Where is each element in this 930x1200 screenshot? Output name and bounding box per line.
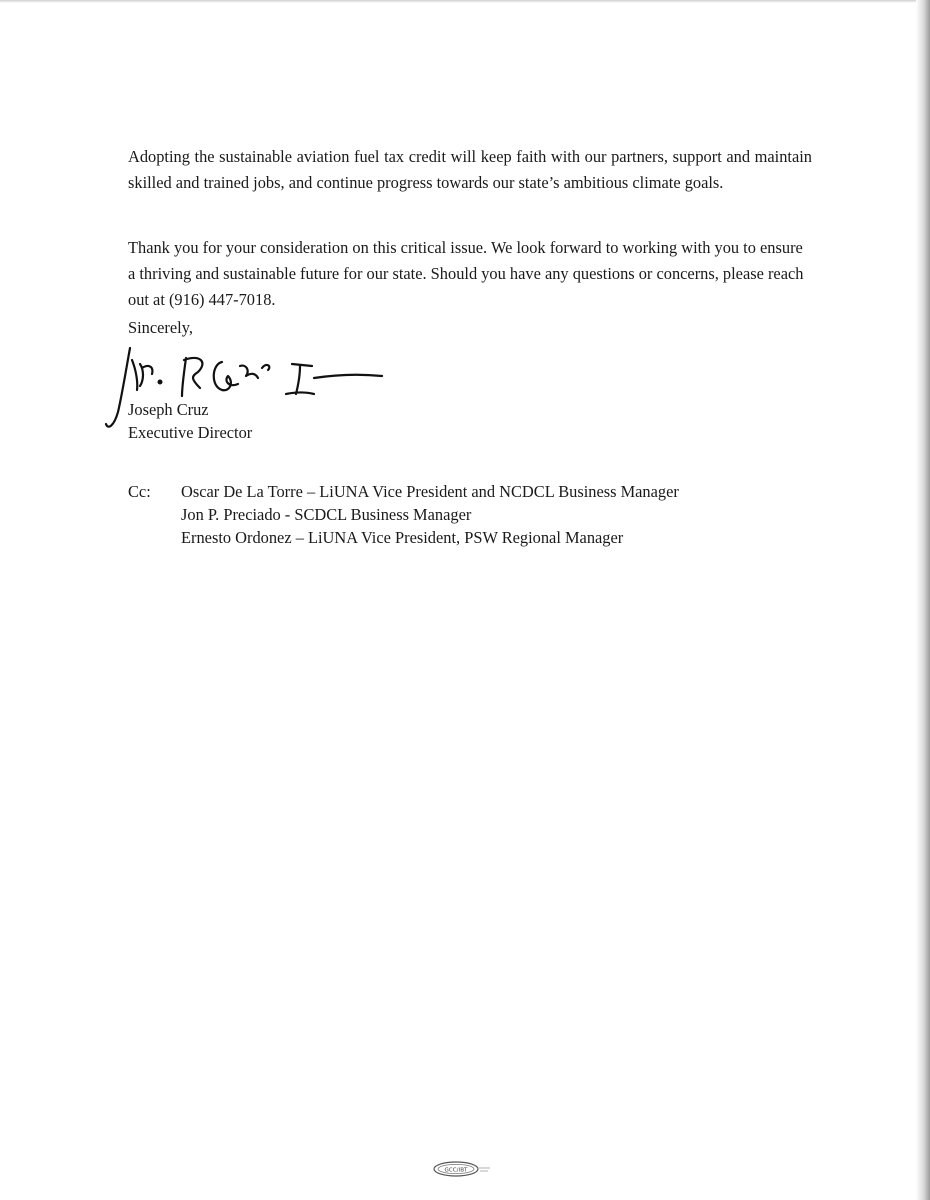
union-bug-text: GCC/IBT — [444, 1167, 468, 1174]
body-paragraph-2: Thank you for your consideration on this critical issue. We look forward to working with you to ensure a thriving and sustainable future for our state. Should you have any questions or concerns, please reach out at (916) 447-7018. — [128, 238, 804, 309]
union-bug-logo — [432, 1160, 494, 1178]
cc-recipient-list — [181, 480, 679, 549]
signer-name: Joseph Cruz — [128, 400, 209, 419]
body-paragraph-1: Adopting the sustainable aviation fuel tax credit will keep faith with our partners, support and maintain skilled and trained jobs, and continue progress towards our state’s ambitious climate goals. — [128, 147, 812, 192]
signer-block — [128, 398, 252, 444]
cc-recipient: Jon P. Preciado - SCDCL Business Manager — [181, 505, 472, 524]
closing-salutation: Sincerely, — [128, 318, 193, 337]
cc-label: Cc: — [128, 482, 151, 501]
page-right-edge-shadow — [916, 0, 930, 1200]
signer-title: Executive Director — [128, 423, 253, 442]
cc-recipient: Oscar De La Torre – LiUNA Vice President and NCDCL Business Manager — [181, 482, 679, 501]
page-top-edge — [0, 0, 930, 3]
cc-recipient: Ernesto Ordonez – LiUNA Vice President, PSW Regional Manager — [181, 528, 624, 547]
